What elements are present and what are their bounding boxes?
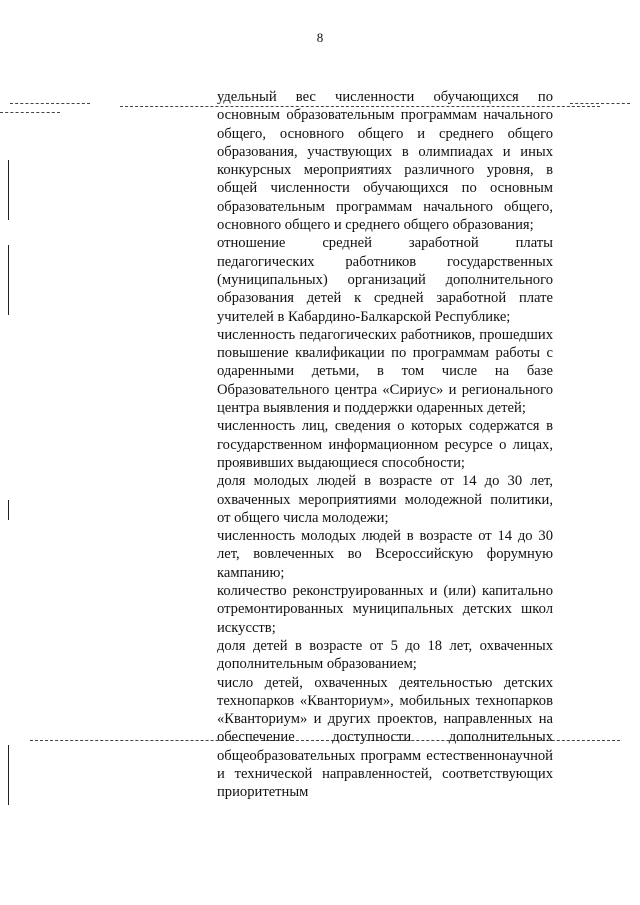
- scan-dash-line-right-top: [570, 103, 630, 104]
- page-number: 8: [316, 30, 324, 45]
- paragraph-6: численность молодых людей в возрасте от 14 до 30 лет, вовлеченных во Всероссийскую форумную кампанию;: [217, 528, 553, 581]
- paragraph-5: доля молодых людей в возрасте от 14 до 30 лет, охваченных мероприятиями молодежной политики, от общего числа молодежи;: [217, 473, 553, 526]
- scan-dash-line-left-top-2: [0, 112, 60, 113]
- scan-edge-mark-1: [8, 160, 9, 220]
- document-body: [217, 88, 553, 802]
- scan-edge-mark-2: [8, 245, 9, 315]
- paragraph-3: численность педагогических работников, прошедших повышение квалификации по программам работы с одаренными детьми, в том числе на базе Образовательного центра «Сириус» и регионального центра выявления и поддержки одаренных детей;: [217, 326, 553, 417]
- scan-edge-mark-3: [8, 500, 9, 520]
- scan-dash-line-left-top: [10, 103, 90, 104]
- paragraph-2: отношение средней заработной платы педагогических работников государственных (муниципальных) организаций дополнительного образования детей к средней заработной плате учителей в Кабардино-Балкарской Республике;: [217, 235, 553, 325]
- paragraph-4: численность лиц, сведения о которых содержатся в государственном информационном ресурсе о лицах, проявивших выдающиеся способности;: [217, 418, 553, 471]
- paragraph-7: количество реконструированных и (или) капитально отремонтированных муниципальных детских школ искусств;: [217, 583, 553, 636]
- paragraph-8: доля детей в возрасте от 5 до 18 лет, охваченных дополнительным образованием;: [217, 637, 553, 673]
- paragraph-9: число детей, охваченных деятельностью детских технопарков «Кванториум», мобильных технопарков «Кванториум» и других проектов, направленных на обеспечение доступности дополнительных общеобразовательных программ естественнонаучной и технической направленностей, соответствующих приоритетным: [217, 674, 553, 801]
- paragraph-1: удельный вес численности обучающихся по основным образовательным программам начального общего, основного общего и среднего общего образования, участвующих в олимпиадах и иных конкурсных мероприятиях различного уровня, в общей численности обучающихся по основным образовательным программам начального общего, основного общего и среднего общего образования;: [217, 89, 553, 234]
- scan-edge-mark-4: [8, 745, 9, 805]
